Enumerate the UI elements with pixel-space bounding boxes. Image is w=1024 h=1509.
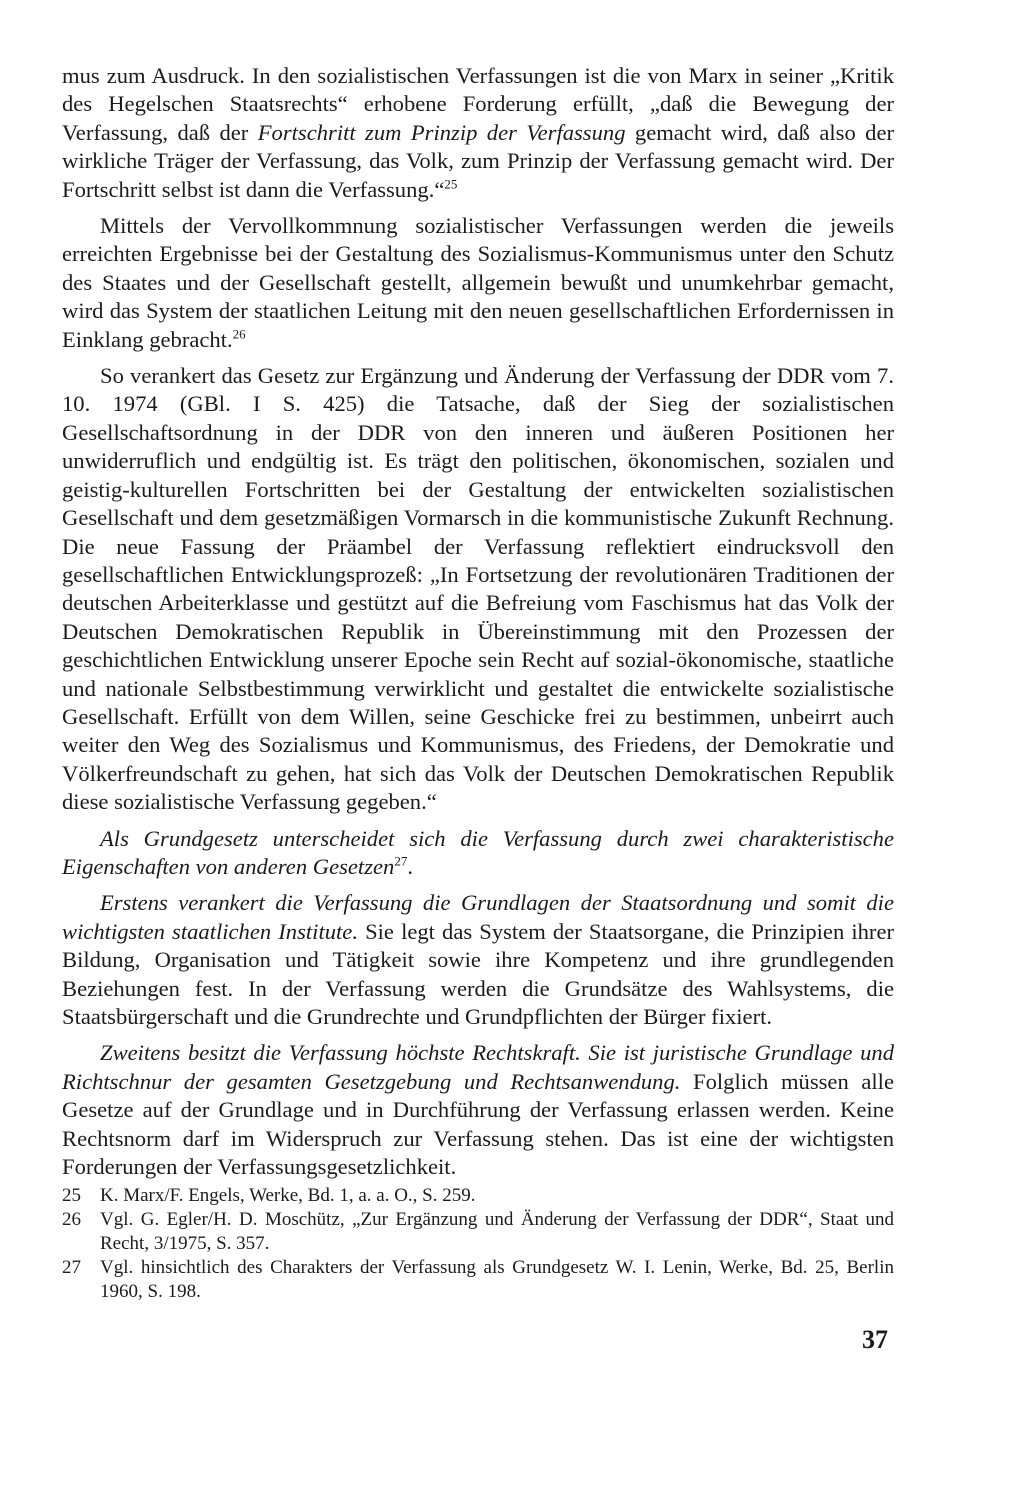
paragraph-6-emphasis: Zweitens besitzt die Verfassung höchste Rechtskraft. Sie ist juristische Grundlage und Richtschnur der gesamten Gesetzgebung und Rechtsanwendung. [62,1040,894,1094]
footnote-text: Vgl. G. Egler/H. D. Moschütz, „Zur Ergänzung und Änderung der Verfassung der DDR“, Staat und Recht, 3/1975, S. 357. [100,1209,894,1254]
paragraph-5 [62,889,894,1031]
footnote-text: Vgl. hinsichtlich des Charakters der Verfassung als Grundgesetz W. I. Lenin, Werke, Bd. 25, Berlin 1960, S. 198. [100,1257,894,1302]
paragraph-3-text: So verankert das Gesetz zur Ergänzung und Änderung der Verfassung der DDR vom 7. 10. 1974 (GBl. I S. 425) die Tatsache, daß der Sieg der sozialistischen Gesellschaftsordnung in der DDR von den inneren und äußeren Positionen her unwiderruflich und endgültig ist. Es trägt den politischen, ökonomischen, sozialen und geistig-kulturellen Fortschritten bei der Gestaltung der entwickelten sozialistischen Gesellschaft und dem gesetzmäßigen Vormarsch in die kommunistische Zukunft Rechnung. Die neue Fassung der Präambel der Verfassung reflektiert eindrucksvoll den gesellschaftlichen Entwicklungsprozeß: „In Fortsetzung der revolutionären Traditionen der deutschen Arbeiterklasse und gestützt auf die Befreiung vom Faschismus hat das Volk der Deutschen Demokratischen Republik in Übereinstimmung mit den Prozessen der geschichtlichen Entwicklung unserer Epoche sein Recht auf sozial-ökonomische, staatliche und nationale Selbstbestimmung verwirklicht und gestaltet die entwickelte sozialistische Gesellschaft. Erfüllt von dem Willen, seine Geschicke frei zu bestimmen, unbeirrt auch weiter den Weg des Sozialismus und Kommunismus, des Friedens, der Demokratie und Völkerfreundschaft zu gehen, hat sich das Volk der Deutschen Demokratischen Republik diese sozialistische Verfassung gegeben.“ [62,363,894,815]
paragraph-2 [62,212,894,354]
footnote-ref-27[interactable]: 27 [394,853,408,869]
footnote-26 [62,1208,894,1256]
paragraph-6-text: Folglich müssen alle Gesetze auf der Grundlage und in Durchführung der Verfassung erlassen werden. Keine Rechtsnorm darf im Widerspruch zur Verfassung stehen. Das ist eine der wichtigsten Forderungen der Verfassungsgesetzlichkeit. [62,1068,894,1180]
footnote-number: 27 [62,1257,81,1278]
paragraph-1 [62,62,894,204]
paragraph-6 [62,1039,894,1181]
paragraph-5-emphasis: Erstens verankert die Verfassung die Grundlagen der Staatsordnung und somit die wichtigsten staatlichen Institute. [62,890,894,944]
footnotes [62,1184,894,1304]
paragraph-1-text-b: gemacht wird, daß also der wirkliche Träger der Verfassung, das Volk, zum Prinzip der Verfassung gemacht wird. Der Fortschritt selbst ist dann die Verfassung.“ [62,119,894,202]
page-body [62,62,894,1189]
paragraph-5-text: Sie legt das System der Staatsorgane, die Prinzipien ihrer Bildung, Organisation und Tätigkeit sowie ihre Kompetenz und ihre grundlegenden Beziehungen fest. In der Verfassung werden die Grundsätze des Wahlsystems, die Staatsbürgerschaft und die Grundrechte und Grundpflichten der Bürger fixiert. [62,918,895,1029]
footnote-25 [62,1184,894,1208]
footnote-number: 25 [62,1185,81,1206]
paragraph-1-emphasis: Fortschritt zum Prinzip der Verfassung [257,119,626,145]
footnote-27 [62,1256,894,1304]
paragraph-4-text: . [407,853,413,879]
footnote-ref-26[interactable]: 26 [232,326,246,342]
paragraph-2-text: Mittels der Vervollkommnung sozialistischer Verfassungen werden die jeweils erreichten Ergebnisse bei der Gestaltung des Sozialismus-Kommunismus unter den Schutz des Staates und der Gesellschaft gestellt, allgemein bewußt und unumkehrbar gemacht, wird das System der staatlichen Leitung mit den neuen gesellschaftlichen Erfordernissen in Einklang gebracht. [62,213,894,352]
paragraph-1-text-a: mus zum Ausdruck. In den sozialistischen Verfassungen ist die von Marx in seiner „Kritik des Hegelschen Staatsrechts“ erhobene Forderung erfüllt, „daß die Bewegung der Verfassung, daß der [62,63,894,145]
paragraph-4 [62,825,894,882]
footnote-ref-25[interactable]: 25 [444,176,458,192]
paragraph-4-emphasis: Als Grundgesetz unterscheidet sich die Verfassung durch zwei charakteristische Eigenschaften von anderen Gesetzen [62,825,894,879]
footnote-text: K. Marx/F. Engels, Werke, Bd. 1, a. a. O., S. 259. [100,1185,476,1206]
paragraph-3 [62,362,894,817]
page-number: 37 [862,1325,888,1354]
footnote-number: 26 [62,1209,81,1230]
